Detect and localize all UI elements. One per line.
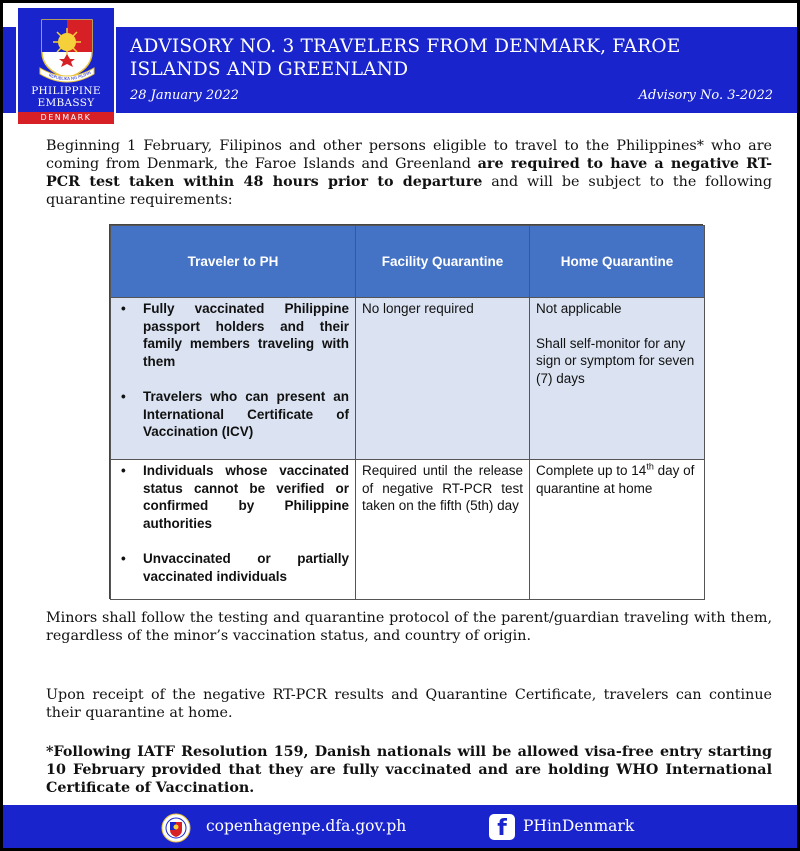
header-facility: Facility Quarantine [356, 226, 530, 298]
advisory-number: Advisory No. 3-2022 [638, 88, 773, 103]
logo-name-line1: PHILIPPINE [31, 85, 101, 97]
seal-motto: REPUBLIKA NG PILIPIN [48, 69, 92, 82]
table-row [111, 460, 705, 600]
intro-paragraph [46, 137, 772, 209]
home-pre: Complete up to 14 [536, 463, 647, 478]
advisory-date: 28 January 2022 [130, 88, 239, 103]
facility-cell: No longer required [356, 298, 530, 460]
advisory-document [3, 3, 797, 848]
traveler-cell [111, 298, 356, 460]
list-item: • Unvaccinated or partially vaccinated individuals [119, 550, 349, 585]
logo-name [18, 85, 114, 109]
home-line2: Shall self-monitor for any sign or symptom for seven (7) days [536, 335, 695, 386]
table-row [111, 298, 705, 460]
header [3, 3, 797, 123]
quarantine-table [109, 224, 703, 599]
home-sup: th [646, 461, 654, 472]
intro-part2: and will be subject to the following quarantine requirements: [46, 174, 772, 208]
facebook-icon[interactable]: f [489, 814, 515, 840]
receipt-paragraph: Upon receipt of the negative RT-PCR results and Quarantine Certificate, travelers can continue their quarantine at home. [46, 687, 772, 721]
home-post: day of quarantine at home [536, 463, 695, 496]
footer [3, 805, 797, 848]
website-link[interactable]: copenhagenpe.dfa.gov.ph [206, 817, 407, 835]
visa-note: *Following IATF Resolution 159, Danish nationals will be allowed visa-free entry starting 10 February provided that they are fully vaccinated and are holding WHO International Certificate of Vaccination. [46, 744, 772, 796]
list-item: • Fully vaccinated Philippine passport holders and their family members traveling with them [119, 300, 349, 370]
home-line1: Not applicable [536, 301, 622, 316]
logo-country: DENMARK [18, 112, 114, 124]
philippine-seal-icon [32, 12, 102, 84]
intro-part1: Beginning 1 February, Filipinos and other persons eligible to travel to the Philippines* who are coming from Denmark, the Faroe Islands and Greenland [46, 138, 772, 172]
minors-paragraph: Minors shall follow the testing and quarantine protocol of the parent/guardian traveling with them, regardless of the minor’s vaccination status, and country of origin. [46, 610, 772, 644]
facility-cell: Required until the release of negative RT-PCR test taken on the fifth (5th) day [356, 460, 530, 600]
intro-bold: are required to have a negative RT-PCR test taken within 48 hours prior to departure [46, 156, 772, 190]
facebook-link[interactable]: PHinDenmark [523, 817, 635, 835]
dfa-seal-icon [161, 813, 191, 843]
header-traveler: Traveler to PH [111, 226, 356, 298]
logo-name-line2: EMBASSY [37, 97, 95, 109]
list-item: • Individuals whose vaccinated status cannot be verified or confirmed by Philippine authorities [119, 462, 349, 532]
traveler-cell [111, 460, 356, 600]
embassy-logo [16, 6, 116, 124]
header-home: Home Quarantine [530, 226, 705, 298]
advisory-title: ADVISORY NO. 3 TRAVELERS FROM DENMARK, FAROE ISLANDS AND GREENLAND [130, 36, 681, 80]
home-cell [530, 460, 705, 600]
home-cell [530, 298, 705, 460]
list-item: • Travelers who can present an International Certificate of Vaccination (ICV) [119, 388, 349, 441]
